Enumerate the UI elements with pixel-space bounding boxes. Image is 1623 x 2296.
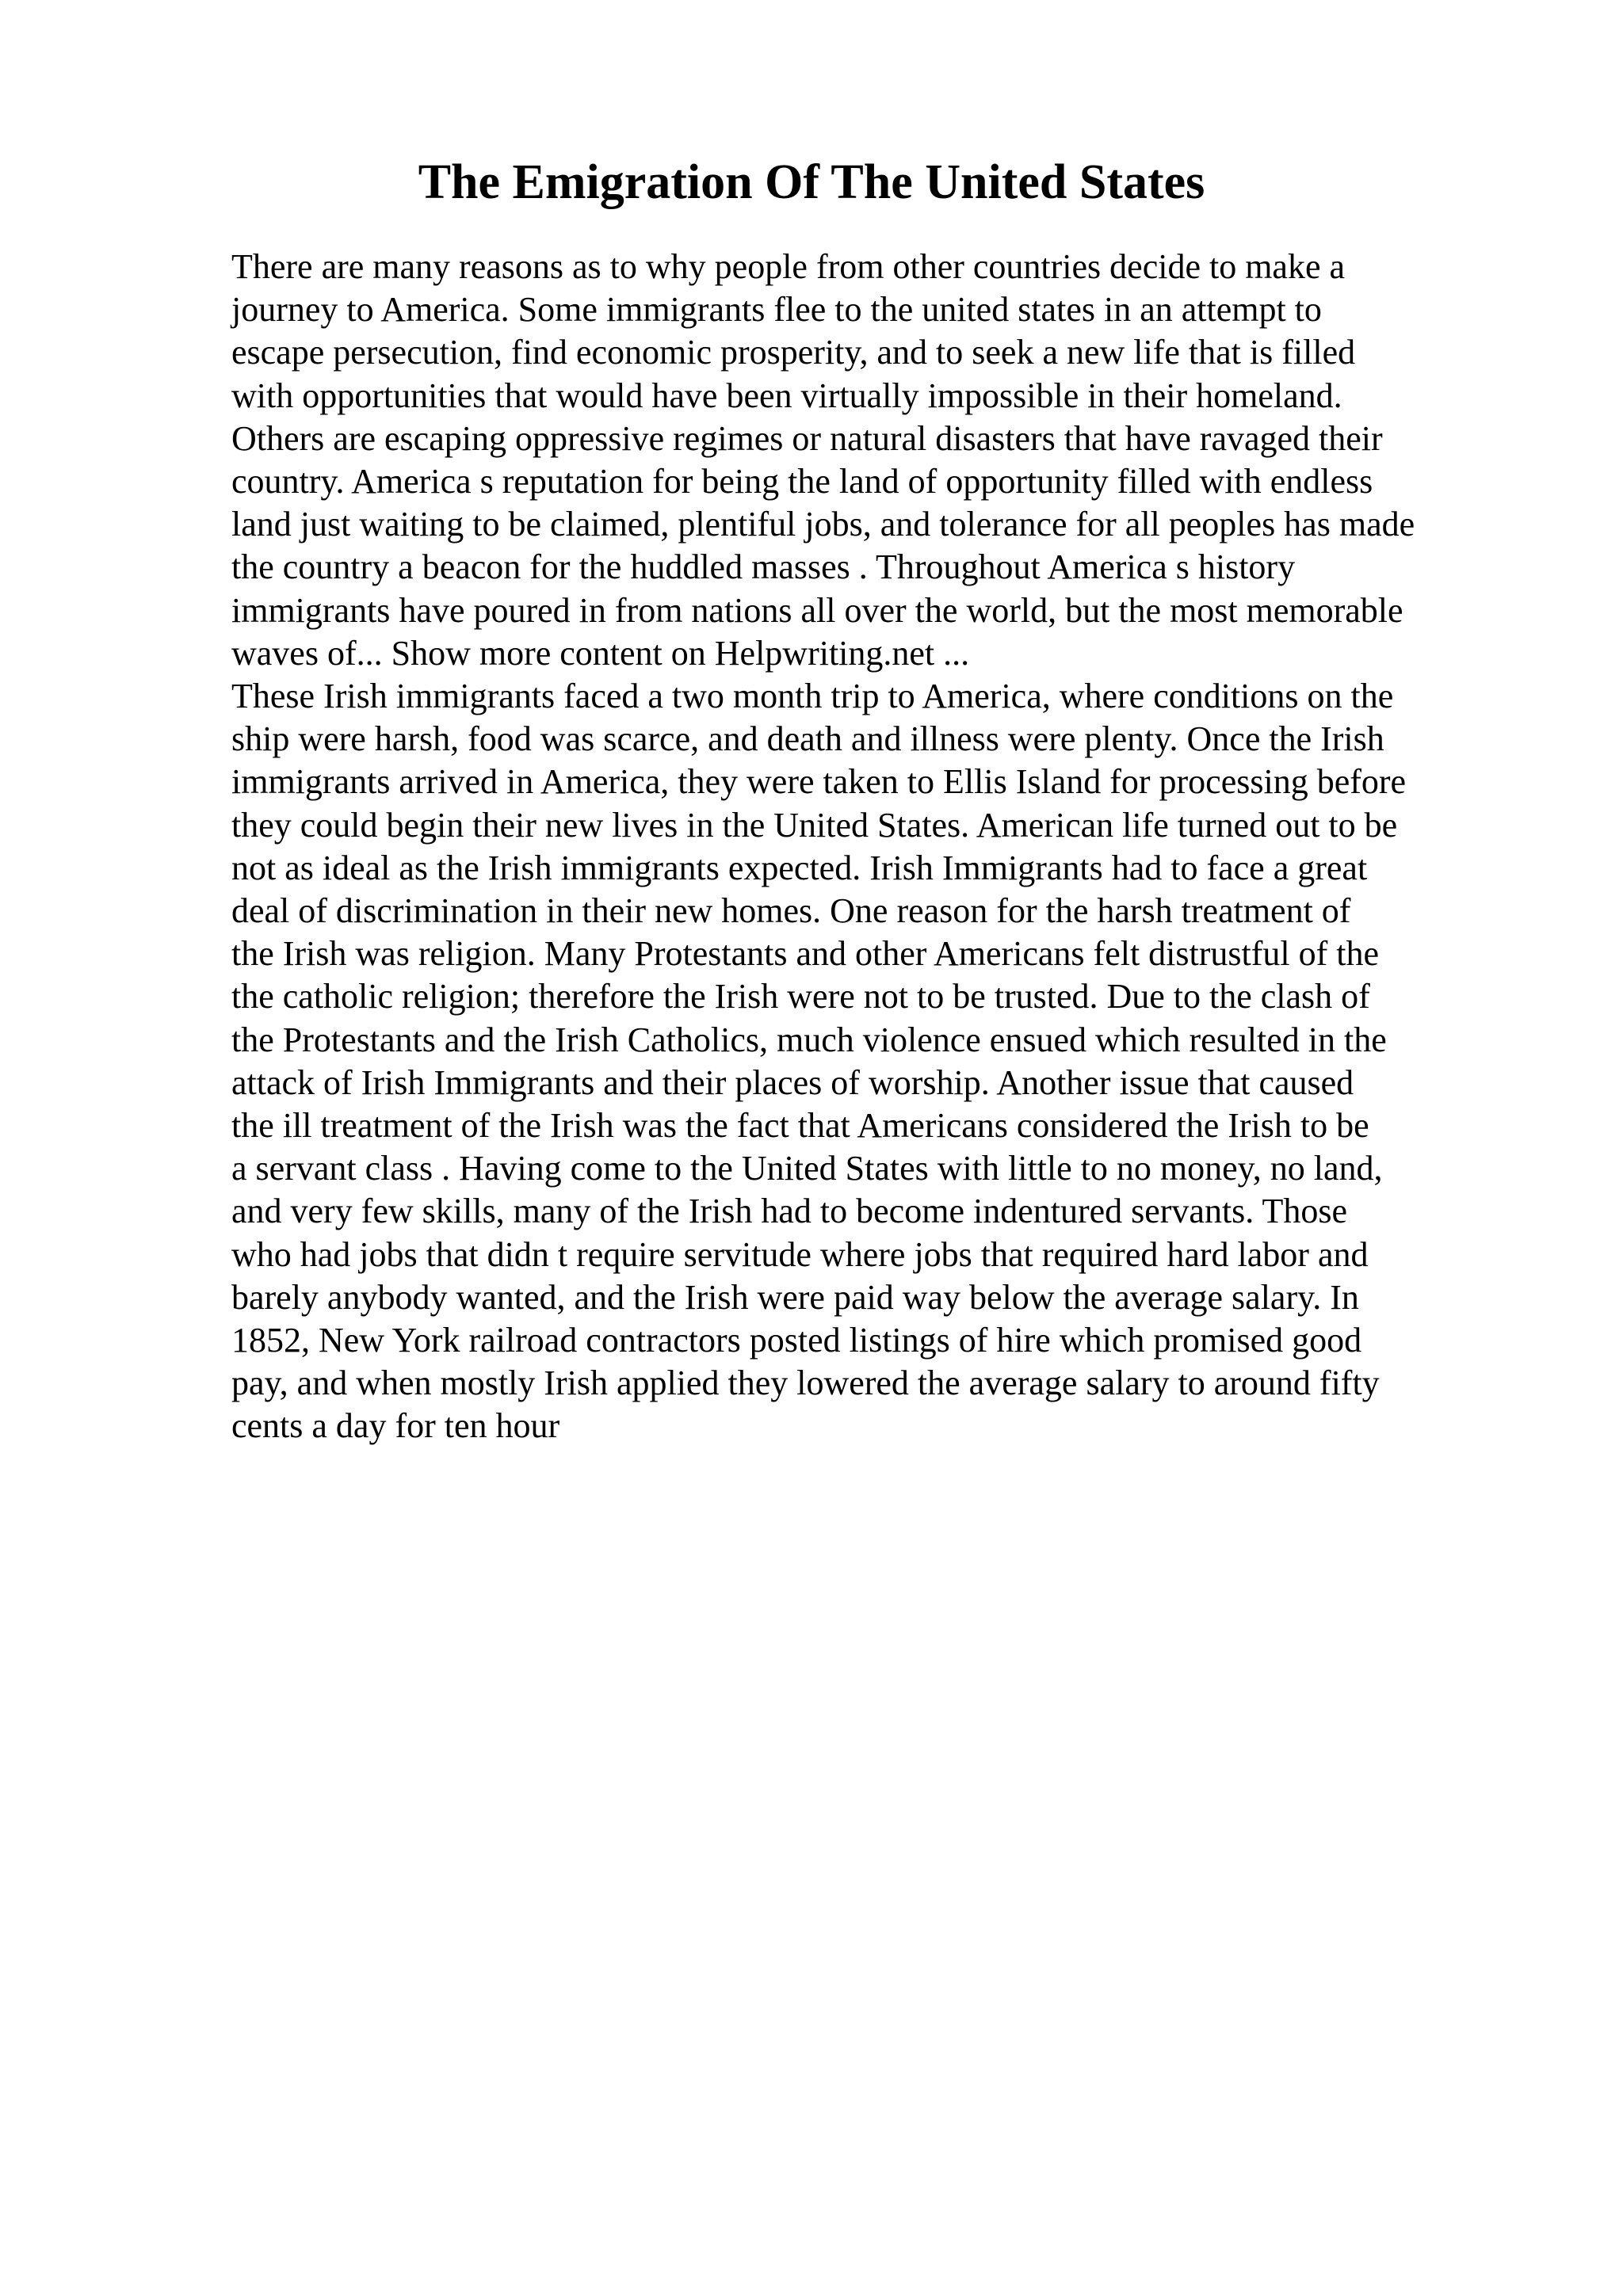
text-line: with opportunities that would have been virtually impossible in their homeland. (231, 376, 1342, 415)
text-line: immigrants have poured in from nations all over the world, but the most memorable (231, 590, 1403, 630)
text-line: waves of... Show more content on Helpwriting.net ... (231, 633, 970, 673)
text-line: the ill treatment of the Irish was the fact that Americans considered the Irish to be (231, 1106, 1369, 1146)
text-line: the catholic religion; therefore the Irish were not to be trusted. Due to the clash of (231, 977, 1370, 1016)
text-line: immigrants arrived in America, they were taken to Ellis Island for processing before (231, 762, 1407, 802)
text-line: journey to America. Some immigrants flee to the united states in an attempt to (231, 290, 1322, 330)
text-line: escape persecution, find economic prosperity, and to seek a new life that is filled (231, 333, 1356, 372)
text-line: attack of Irish Immigrants and their places of worship. Another issue that caused (231, 1062, 1354, 1102)
text-line: country. America s reputation for being the land of opportunity filled with endless (231, 462, 1373, 502)
text-line: they could begin their new lives in the United States. American life turned out to be (231, 805, 1398, 845)
text-line: not as ideal as the Irish immigrants expected. Irish Immigrants had to face a great (231, 848, 1368, 887)
text-line: ship were harsh, food was scarce, and death and illness were plenty. Once the Irish (231, 719, 1384, 759)
text-line: These Irish immigrants faced a two month trip to America, where conditions on the (231, 677, 1394, 716)
text-line: There are many reasons as to why people from other countries decide to make a (231, 247, 1346, 286)
text-line: who had jobs that didn t require servitude where jobs that required hard labor and (231, 1234, 1369, 1274)
text-line: the Protestants and the Irish Catholics, much violence ensued which resulted in the (231, 1020, 1387, 1059)
text-line: the Irish was religion. Many Protestants and other Americans felt distrustful of the (231, 934, 1380, 974)
text-line: deal of discrimination in their new homes. One reason for the harsh treatment of (231, 891, 1351, 931)
text-line: and very few skills, many of the Irish had to become indentured servants. Those (231, 1192, 1348, 1231)
document-title: The Emigration Of The United States (418, 155, 1205, 209)
text-line: pay, and when mostly Irish applied they lowered the average salary to around fifty (231, 1363, 1380, 1403)
text-line: the country a beacon for the huddled masses . Throughout America s history (231, 547, 1296, 587)
text-line: 1852, New York railroad contractors posted listings of hire which promised good (231, 1321, 1362, 1360)
text-line: a servant class . Having come to the United States with little to no money, no land, (231, 1149, 1383, 1188)
text-line: barely anybody wanted, and the Irish were paid way below the average salary. In (231, 1277, 1359, 1317)
text-line: land just waiting to be claimed, plentiful jobs, and tolerance for all peoples has made (231, 505, 1415, 544)
document-body (231, 246, 1499, 1448)
text-line: cents a day for ten hour (231, 1406, 560, 1446)
text-line: Others are escaping oppressive regimes or natural disasters that have ravaged their (231, 418, 1383, 458)
